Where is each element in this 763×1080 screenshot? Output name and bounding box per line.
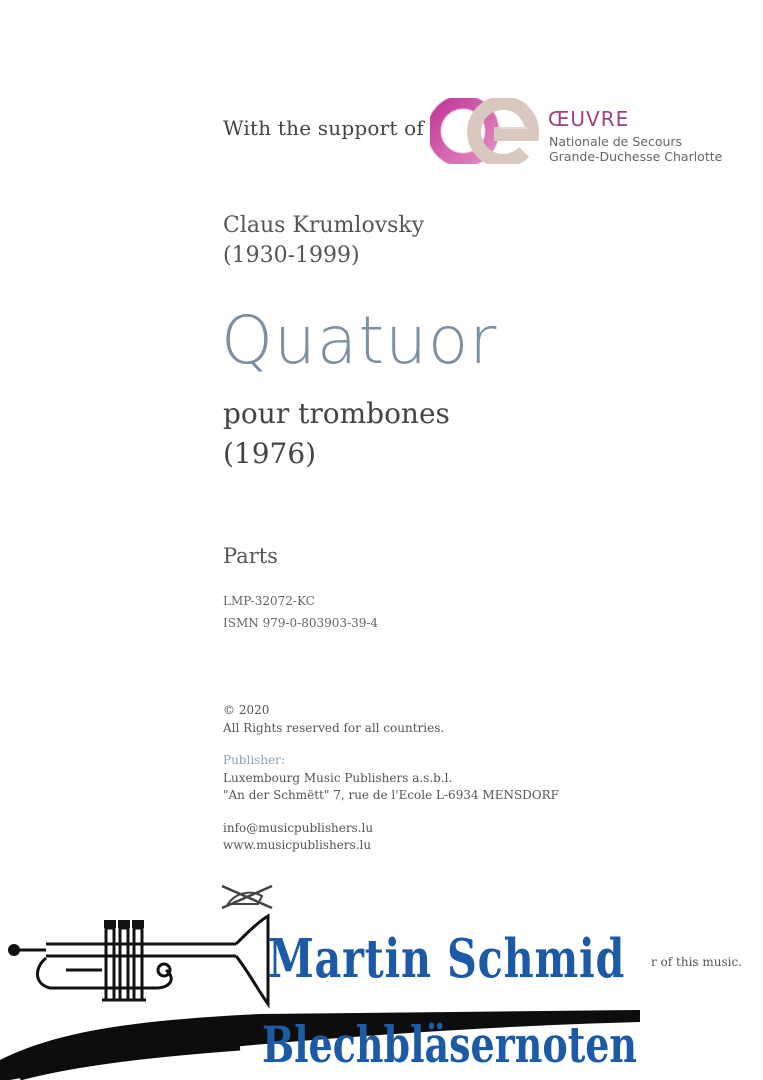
work-title: Quatuor <box>221 302 498 379</box>
oeuvre-logo-icon <box>430 98 540 164</box>
ismn-number: ISMN 979-0-803903-39-4 <box>223 616 379 630</box>
org-line-1: Nationale de Secours <box>549 134 683 149</box>
trumpet-icon <box>6 910 274 1010</box>
no-photocopy-icon <box>218 882 276 912</box>
composer-name: Claus Krumlovsky <box>223 213 425 238</box>
composer-years: (1930-1999) <box>223 243 360 268</box>
watermark-line-2: Blechbläsernoten <box>262 1015 638 1074</box>
publisher-email: info@musicpublishers.lu <box>223 821 374 835</box>
support-text: With the support of <box>223 116 424 140</box>
watermark-line-1: Martin Schmid <box>268 928 626 990</box>
copyright-notice-tail: r of this music. <box>651 955 743 969</box>
catalog-number: LMP-32072-KC <box>223 594 315 608</box>
copyright-rights: All Rights reserved for all countries. <box>223 721 445 735</box>
copyright-year: © 2020 <box>223 703 270 717</box>
org-title: ŒUVRE <box>548 107 630 131</box>
org-line-2: Grande-Duchesse Charlotte <box>549 149 723 164</box>
publisher-label: Publisher: <box>223 753 285 767</box>
work-subtitle: pour trombones <box>223 397 450 430</box>
work-year: (1976) <box>223 437 317 470</box>
publisher-website: www.musicpublishers.lu <box>223 838 372 852</box>
publisher-address: "An der Schmëtt" 7, rue de l'Ecole L-6934 MENSDORF <box>223 788 559 802</box>
edition-label: Parts <box>223 544 278 568</box>
publisher-name: Luxembourg Music Publishers a.s.b.l. <box>223 771 453 785</box>
